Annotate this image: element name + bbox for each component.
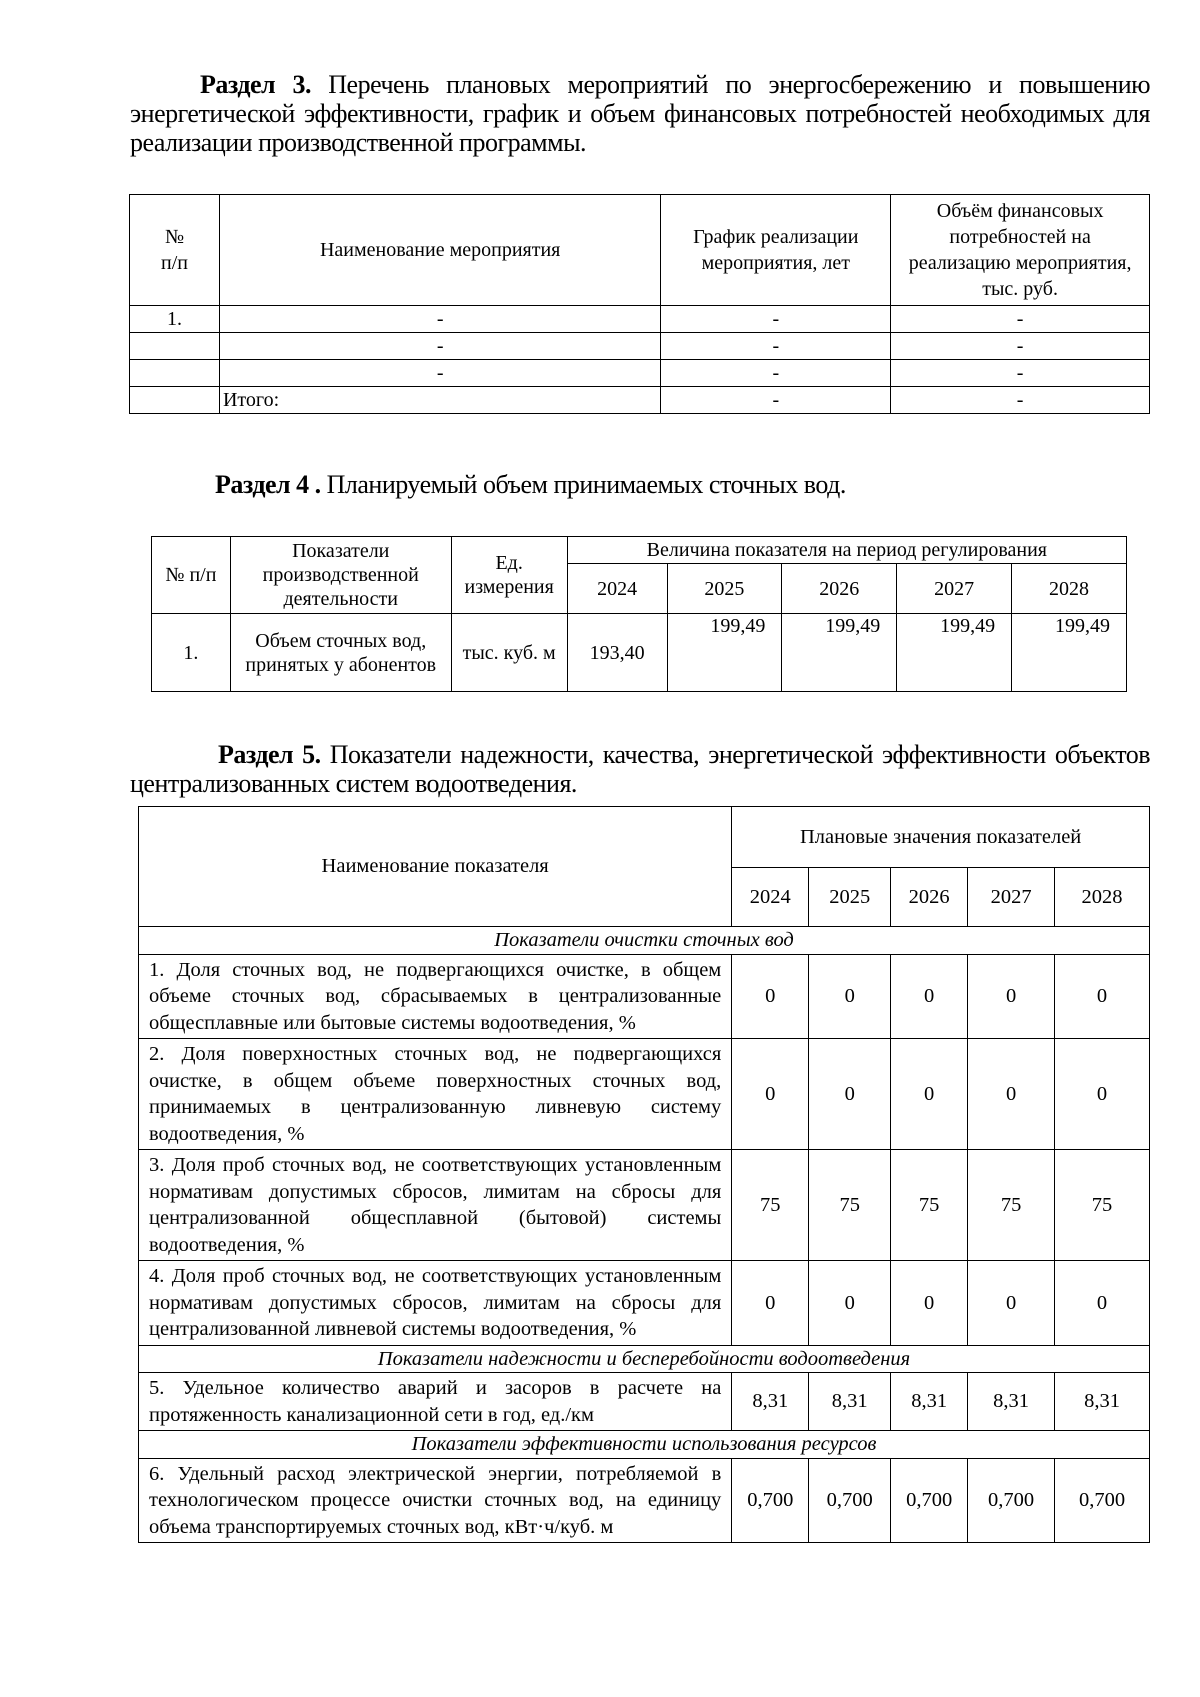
measure-name: - bbox=[219, 360, 660, 387]
year-header: 2026 bbox=[891, 868, 968, 927]
financing-value: - bbox=[891, 306, 1150, 333]
value-cell: 0 bbox=[809, 1039, 891, 1150]
value-cell: 75 bbox=[732, 1150, 809, 1261]
col-header-number: № п/п bbox=[130, 195, 220, 306]
value-cell: 75 bbox=[891, 1150, 968, 1261]
table-row bbox=[152, 614, 1127, 692]
section-4-label: Раздел 4 . bbox=[215, 470, 321, 499]
table-total-row bbox=[130, 387, 1150, 414]
unit-value: тыс. куб. м bbox=[451, 614, 567, 692]
value-cell: 8,31 bbox=[809, 1373, 891, 1431]
year-header: 2027 bbox=[897, 564, 1012, 614]
group-title: Показатели надежности и бесперебойности водоотведения bbox=[139, 1345, 1150, 1373]
table-row bbox=[139, 1373, 1150, 1431]
col-header-number: № п/п bbox=[152, 537, 231, 614]
group-title-row bbox=[139, 1345, 1150, 1373]
section-5-heading bbox=[130, 740, 1150, 798]
col-header-indicator: Показатели производственной деятельности bbox=[230, 537, 451, 614]
value-cell: 0 bbox=[1055, 1039, 1150, 1150]
section-3-heading bbox=[130, 70, 1150, 157]
value-cell: 0 bbox=[891, 954, 968, 1039]
group-title-row bbox=[139, 927, 1150, 955]
value-cell: 0,700 bbox=[732, 1458, 809, 1543]
value-cell: 75 bbox=[968, 1150, 1055, 1261]
schedule-value: - bbox=[661, 387, 891, 414]
value-cell: 0 bbox=[891, 1039, 968, 1150]
value-cell: 8,31 bbox=[732, 1373, 809, 1431]
indicator-name: 4. Доля проб сточных вод, не соответствующих установленным нормативам допустимых сбросов, лимитам на сбросы для централизованной ливневой системы водоотведения, % bbox=[139, 1261, 732, 1346]
section-3-label: Раздел 3. bbox=[200, 70, 311, 99]
year-header: 2025 bbox=[667, 564, 782, 614]
row-number bbox=[130, 360, 220, 387]
indicator-name: 1. Доля сточных вод, не подвергающихся очистке, в общем объеме сточных вод, сбрасываемых в централизованные общесплавные или бытовые системы водоотведения, % bbox=[139, 954, 732, 1039]
value-cell: 75 bbox=[809, 1150, 891, 1261]
year-header: 2024 bbox=[732, 868, 809, 927]
value-cell: 0,700 bbox=[809, 1458, 891, 1543]
col-header-unit: Ед. измерения bbox=[451, 537, 567, 614]
table-header-row bbox=[139, 807, 1150, 868]
value-cell: 199,49 bbox=[1012, 614, 1127, 692]
col-header-measure: Наименование мероприятия bbox=[219, 195, 660, 306]
measure-name: - bbox=[219, 333, 660, 360]
table-row bbox=[139, 1458, 1150, 1543]
year-header: 2028 bbox=[1012, 564, 1127, 614]
wastewater-volume-table bbox=[151, 536, 1127, 692]
row-number: 1. bbox=[130, 306, 220, 333]
year-header: 2025 bbox=[809, 868, 891, 927]
row-number bbox=[130, 387, 220, 414]
value-cell: 0,700 bbox=[968, 1458, 1055, 1543]
col-header-financing: Объём финансовых потребностей на реализацию мероприятия, тыс. руб. bbox=[891, 195, 1150, 306]
section-3-text: Перечень плановых мероприятий по энергосбережению и повышению энергетической эффективности, график и объем финансовых потребностей необходимых для реализации производственной программы. bbox=[130, 70, 1151, 157]
value-cell: 0 bbox=[809, 1261, 891, 1346]
table-row bbox=[139, 954, 1150, 1039]
col-header-schedule: График реализации мероприятия, лет bbox=[661, 195, 891, 306]
value-cell: 199,49 bbox=[782, 614, 897, 692]
table-row bbox=[139, 1039, 1150, 1150]
section-4-heading bbox=[215, 470, 1200, 499]
schedule-value: - bbox=[661, 306, 891, 333]
indicator-name: 3. Доля проб сточных вод, не соответствующих установленным нормативам допустимых сбросов, лимитам на сбросы для централизованной общесплавной (бытовой) системы водоотведения, % bbox=[139, 1150, 732, 1261]
value-cell: 193,40 bbox=[567, 614, 667, 692]
value-cell: 0 bbox=[891, 1261, 968, 1346]
value-cell: 0 bbox=[968, 1039, 1055, 1150]
value-cell: 199,49 bbox=[667, 614, 782, 692]
col-header-name: Наименование показателя bbox=[139, 807, 732, 927]
row-number bbox=[130, 333, 220, 360]
financing-value: - bbox=[891, 360, 1150, 387]
year-header: 2027 bbox=[968, 868, 1055, 927]
row-number: 1. bbox=[152, 614, 231, 692]
col-header-plan: Плановые значения показателей bbox=[732, 807, 1150, 868]
table-header-row bbox=[130, 195, 1150, 306]
value-cell: 0 bbox=[968, 954, 1055, 1039]
group-title-row bbox=[139, 1431, 1150, 1459]
value-cell: 0 bbox=[732, 954, 809, 1039]
table-row bbox=[130, 333, 1150, 360]
group-title: Показатели очистки сточных вод bbox=[139, 927, 1150, 955]
value-cell: 8,31 bbox=[1055, 1373, 1150, 1431]
group-title: Показатели эффективности использования ресурсов bbox=[139, 1431, 1150, 1459]
section-5-label: Раздел 5. bbox=[218, 740, 321, 769]
value-cell: 0,700 bbox=[1055, 1458, 1150, 1543]
total-label: Итого: bbox=[219, 387, 660, 414]
energy-saving-measures-table bbox=[129, 194, 1150, 414]
value-cell: 0 bbox=[1055, 954, 1150, 1039]
financing-value: - bbox=[891, 333, 1150, 360]
indicator-name: 2. Доля поверхностных сточных вод, не подвергающихся очистке, в общем объеме поверхностных сточных вод, принимаемых в централизованную ливневую систему водоотведения, % bbox=[139, 1039, 732, 1150]
value-cell: 75 bbox=[1055, 1150, 1150, 1261]
section-5-text: Показатели надежности, качества, энергетической эффективности объектов централизованных систем водоотведения. bbox=[130, 740, 1151, 798]
col-header-period: Величина показателя на период регулирования bbox=[567, 537, 1126, 564]
value-cell: 0 bbox=[809, 954, 891, 1039]
section-4-text: Планируемый объем принимаемых сточных вод. bbox=[326, 470, 846, 499]
value-cell: 0 bbox=[732, 1261, 809, 1346]
schedule-value: - bbox=[661, 333, 891, 360]
value-cell: 0 bbox=[1055, 1261, 1150, 1346]
measure-name: - bbox=[219, 306, 660, 333]
value-cell: 8,31 bbox=[891, 1373, 968, 1431]
table-header-row bbox=[152, 537, 1127, 564]
value-cell: 8,31 bbox=[968, 1373, 1055, 1431]
value-cell: 0 bbox=[732, 1039, 809, 1150]
year-header: 2028 bbox=[1055, 868, 1150, 927]
year-header: 2026 bbox=[782, 564, 897, 614]
value-cell: 199,49 bbox=[897, 614, 1012, 692]
table-row bbox=[139, 1150, 1150, 1261]
value-cell: 0,700 bbox=[891, 1458, 968, 1543]
schedule-value: - bbox=[661, 360, 891, 387]
table-row bbox=[139, 1261, 1150, 1346]
indicator-name: 6. Удельный расход электрической энергии, потребляемой в технологическом процессе очистки сточных вод, на единицу объема транспортируемых сточных вод, кВт·ч/куб. м bbox=[139, 1458, 732, 1543]
financing-value: - bbox=[891, 387, 1150, 414]
value-cell: 0 bbox=[968, 1261, 1055, 1346]
reliability-indicators-table bbox=[138, 806, 1150, 1543]
table-row bbox=[130, 306, 1150, 333]
indicator-name: 5. Удельное количество аварий и засоров в расчете на протяженность канализационной сети в год, ед./км bbox=[139, 1373, 732, 1431]
indicator-name: Объем сточных вод, принятых у абонентов bbox=[230, 614, 451, 692]
year-header: 2024 bbox=[567, 564, 667, 614]
table-row bbox=[130, 360, 1150, 387]
